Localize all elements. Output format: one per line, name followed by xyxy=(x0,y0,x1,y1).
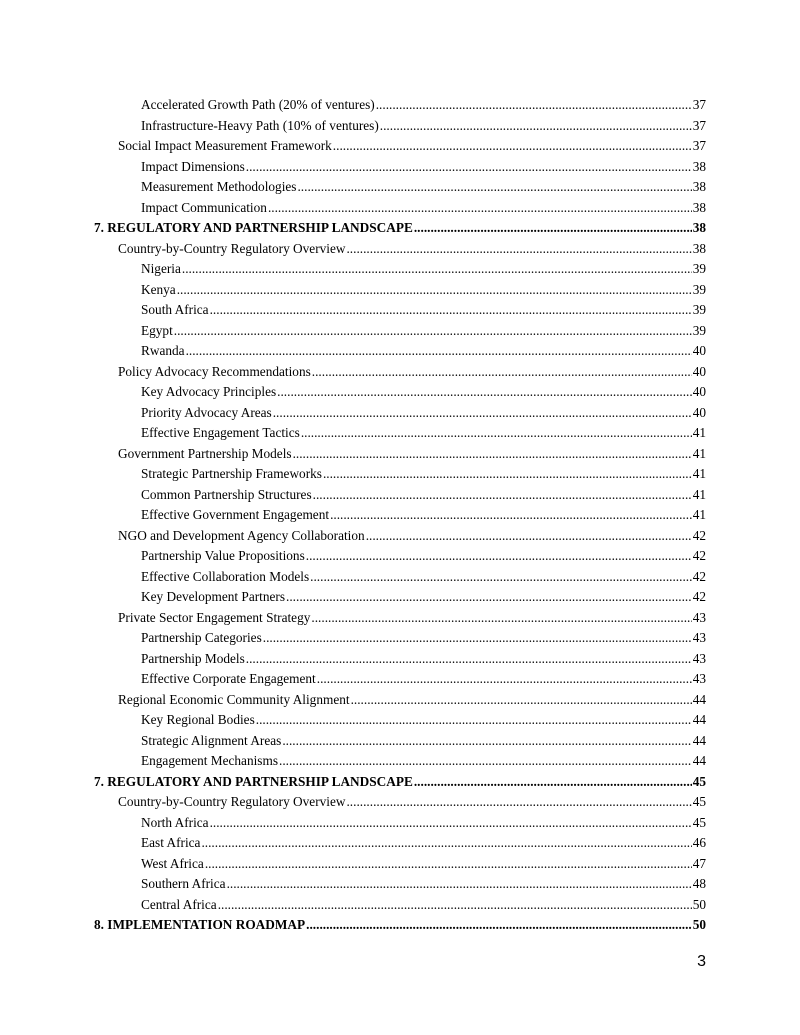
toc-entry[interactable] xyxy=(94,464,706,485)
toc-entry[interactable] xyxy=(94,854,706,875)
toc-entry-page: 38 xyxy=(692,179,706,194)
toc-entry-title: North Africa xyxy=(141,814,209,830)
toc-entry[interactable] xyxy=(94,321,706,342)
toc-entry-page: 42 xyxy=(692,589,706,604)
toc-entry[interactable] xyxy=(94,485,706,506)
toc-entry[interactable] xyxy=(94,833,706,854)
toc-entry-title: Strategic Partnership Frameworks xyxy=(141,466,322,481)
toc-dot-leader xyxy=(346,239,691,260)
toc-entry[interactable] xyxy=(94,423,706,444)
toc-entry-title: West Africa xyxy=(141,855,204,871)
toc-dot-leader xyxy=(366,526,692,547)
toc-entry-page: 44 xyxy=(692,732,706,748)
toc-entry-page: 37 xyxy=(692,97,706,112)
toc-entry-page: 37 xyxy=(692,117,706,133)
toc-dot-leader xyxy=(293,444,692,465)
toc-dot-leader xyxy=(313,485,692,506)
toc-entry-page: 43 xyxy=(692,609,706,625)
toc-entry-page: 39 xyxy=(692,261,706,276)
toc-entry-page: 43 xyxy=(692,630,706,645)
toc-entry-title: Infrastructure-Heavy Path (10% of ventures) xyxy=(141,117,379,133)
toc-dot-leader xyxy=(282,731,691,752)
toc-entry[interactable] xyxy=(94,710,706,731)
toc-entry[interactable] xyxy=(94,628,706,649)
toc-entry[interactable] xyxy=(94,382,706,403)
toc-entry[interactable] xyxy=(94,218,706,239)
toc-dot-leader xyxy=(301,423,692,444)
toc-entry-title: Common Partnership Structures xyxy=(141,486,312,502)
toc-entry-title: Engagement Mechanisms xyxy=(141,753,278,768)
toc-entry[interactable] xyxy=(94,567,706,588)
toc-entry-page: 40 xyxy=(692,343,706,358)
toc-dot-leader xyxy=(297,177,691,198)
toc-entry-page: 44 xyxy=(692,712,706,727)
toc-dot-leader xyxy=(306,546,692,567)
toc-entry-page: 43 xyxy=(692,650,706,666)
toc-entry-page: 45 xyxy=(692,814,706,830)
toc-entry-page: 42 xyxy=(692,527,706,543)
toc-dot-leader xyxy=(317,669,692,690)
toc-dot-leader xyxy=(182,259,692,280)
page-number: 3 xyxy=(697,953,706,970)
toc-entry-title: Egypt xyxy=(141,322,173,338)
toc-entry[interactable] xyxy=(94,731,706,752)
toc-entry-page: 38 xyxy=(692,199,706,215)
toc-dot-leader xyxy=(351,690,692,711)
toc-entry-title: Regional Economic Community Alignment xyxy=(118,691,350,707)
toc-entry-title: South Africa xyxy=(141,302,209,317)
toc-dot-leader xyxy=(263,628,692,649)
toc-entry-page: 42 xyxy=(692,548,706,563)
toc-dot-leader xyxy=(312,362,692,383)
toc-dot-leader xyxy=(414,772,692,793)
toc-entry[interactable] xyxy=(94,341,706,362)
toc-dot-leader xyxy=(205,854,692,875)
toc-entry-page: 38 xyxy=(692,240,706,256)
toc-entry[interactable] xyxy=(94,300,706,321)
toc-entry-page: 41 xyxy=(692,425,706,440)
toc-dot-leader xyxy=(174,321,692,342)
toc-entry-title: NGO and Development Agency Collaboration xyxy=(118,527,365,543)
toc-entry-title: 7. REGULATORY AND PARTNERSHIP LANDSCAPE xyxy=(94,220,413,235)
toc-entry[interactable] xyxy=(94,259,706,280)
toc-dot-leader xyxy=(333,136,692,157)
toc-entry-page: 45 xyxy=(692,773,706,789)
toc-entry-title: Impact Communication xyxy=(141,199,267,215)
toc-entry-page: 38 xyxy=(692,158,706,174)
toc-dot-leader xyxy=(210,813,692,834)
toc-entry-page: 47 xyxy=(692,855,706,871)
toc-dot-leader xyxy=(376,95,692,116)
toc-entry-page: 39 xyxy=(692,281,706,297)
toc-entry-page: 41 xyxy=(692,507,706,522)
toc-entry-page: 39 xyxy=(692,322,706,338)
toc-entry-title: Government Partnership Models xyxy=(118,445,292,461)
toc-dot-leader xyxy=(380,116,692,137)
toc-entry-page: 41 xyxy=(692,486,706,502)
toc-entry-title: Effective Engagement Tactics xyxy=(141,425,300,440)
toc-dot-leader xyxy=(268,198,692,219)
toc-entry-page: 46 xyxy=(692,835,706,850)
toc-dot-leader xyxy=(256,710,692,731)
toc-entry-title: Measurement Methodologies xyxy=(141,179,297,194)
toc-dot-leader xyxy=(330,505,692,526)
toc-dot-leader xyxy=(177,280,692,301)
table-of-contents xyxy=(94,95,706,936)
toc-entry-title: Central Africa xyxy=(141,896,217,912)
toc-entry-title: Accelerated Growth Path (20% of ventures) xyxy=(141,97,375,112)
toc-entry-title: Partnership Models xyxy=(141,650,245,666)
toc-dot-leader xyxy=(246,649,692,670)
toc-entry-title: 7. REGULATORY AND PARTNERSHIP LANDSCAPE xyxy=(94,773,413,789)
toc-entry-title: Private Sector Engagement Strategy xyxy=(118,609,311,625)
toc-entry[interactable] xyxy=(94,792,706,813)
toc-entry-page: 41 xyxy=(692,445,706,461)
toc-entry-page: 42 xyxy=(692,568,706,584)
toc-entry-page: 45 xyxy=(692,794,706,809)
toc-entry-page: 43 xyxy=(692,671,706,686)
toc-entry-title: Country-by-Country Regulatory Overview xyxy=(118,240,346,256)
toc-dot-leader xyxy=(201,833,691,854)
toc-dot-leader xyxy=(306,915,692,936)
toc-dot-leader xyxy=(246,157,692,178)
toc-entry-title: Effective Government Engagement xyxy=(141,507,330,522)
toc-entry[interactable] xyxy=(94,608,706,629)
toc-entry[interactable] xyxy=(94,505,706,526)
toc-entry[interactable] xyxy=(94,526,706,547)
toc-dot-leader xyxy=(218,895,692,916)
toc-entry[interactable] xyxy=(94,813,706,834)
toc-entry[interactable] xyxy=(94,198,706,219)
toc-entry[interactable] xyxy=(94,690,706,711)
toc-entry-page: 40 xyxy=(692,384,706,399)
toc-entry-title: Social Impact Measurement Framework xyxy=(118,138,332,153)
toc-entry[interactable] xyxy=(94,136,706,157)
toc-entry-page: 50 xyxy=(692,896,706,912)
toc-entry-page: 50 xyxy=(692,917,706,932)
toc-entry[interactable] xyxy=(94,895,706,916)
toc-entry[interactable] xyxy=(94,239,706,260)
toc-dot-leader xyxy=(279,751,692,772)
toc-entry-page: 39 xyxy=(692,302,706,317)
toc-dot-leader xyxy=(227,874,692,895)
toc-entry[interactable] xyxy=(94,915,706,936)
toc-dot-leader xyxy=(286,587,692,608)
toc-entry-page: 41 xyxy=(692,466,706,481)
toc-entry-page: 44 xyxy=(692,753,706,768)
toc-entry-title: Partnership Categories xyxy=(141,630,262,645)
toc-dot-leader xyxy=(323,464,692,485)
toc-dot-leader xyxy=(273,403,692,424)
toc-entry-title: Key Regional Bodies xyxy=(141,712,255,727)
toc-dot-leader xyxy=(310,567,692,588)
toc-entry[interactable] xyxy=(94,157,706,178)
toc-dot-leader xyxy=(277,382,692,403)
toc-entry-title: Key Development Partners xyxy=(141,589,286,604)
toc-entry-title: Kenya xyxy=(141,281,176,297)
toc-entry-title: Partnership Value Propositions xyxy=(141,548,305,563)
toc-entry-page: 40 xyxy=(692,404,706,420)
toc-entry-page: 40 xyxy=(692,363,706,379)
toc-entry[interactable] xyxy=(94,403,706,424)
toc-entry-title: East Africa xyxy=(141,835,201,850)
toc-entry[interactable] xyxy=(94,546,706,567)
toc-entry-title: Effective Corporate Engagement xyxy=(141,671,316,686)
toc-entry[interactable] xyxy=(94,772,706,793)
toc-entry-title: Priority Advocacy Areas xyxy=(141,404,272,420)
toc-entry-page: 37 xyxy=(692,138,706,153)
toc-entry[interactable] xyxy=(94,116,706,137)
toc-entry-title: Rwanda xyxy=(141,343,185,358)
toc-dot-leader xyxy=(311,608,691,629)
toc-dot-leader xyxy=(186,341,692,362)
toc-dot-leader xyxy=(210,300,692,321)
toc-entry[interactable] xyxy=(94,362,706,383)
toc-entry[interactable] xyxy=(94,874,706,895)
toc-entry-title: Policy Advocacy Recommendations xyxy=(118,363,311,379)
toc-entry-page: 44 xyxy=(692,691,706,707)
toc-entry[interactable] xyxy=(94,280,706,301)
toc-entry[interactable] xyxy=(94,95,706,116)
toc-entry[interactable] xyxy=(94,649,706,670)
toc-dot-leader xyxy=(346,792,691,813)
toc-entry-title: Impact Dimensions xyxy=(141,158,245,174)
toc-entry-title: Country-by-Country Regulatory Overview xyxy=(118,794,346,809)
toc-entry[interactable] xyxy=(94,751,706,772)
toc-entry-title: Key Advocacy Principles xyxy=(141,384,277,399)
toc-entry[interactable] xyxy=(94,177,706,198)
toc-entry-title: Strategic Alignment Areas xyxy=(141,732,282,748)
toc-entry-title: Nigeria xyxy=(141,261,181,276)
toc-entry-title: Effective Collaboration Models xyxy=(141,568,310,584)
toc-dot-leader xyxy=(414,218,692,239)
toc-entry[interactable] xyxy=(94,587,706,608)
toc-entry[interactable] xyxy=(94,669,706,690)
toc-entry-title: 8. IMPLEMENTATION ROADMAP xyxy=(94,917,306,932)
toc-entry-title: Southern Africa xyxy=(141,876,226,891)
toc-entry-page: 48 xyxy=(692,876,706,891)
toc-entry-page: 38 xyxy=(692,220,706,235)
toc-entry[interactable] xyxy=(94,444,706,465)
